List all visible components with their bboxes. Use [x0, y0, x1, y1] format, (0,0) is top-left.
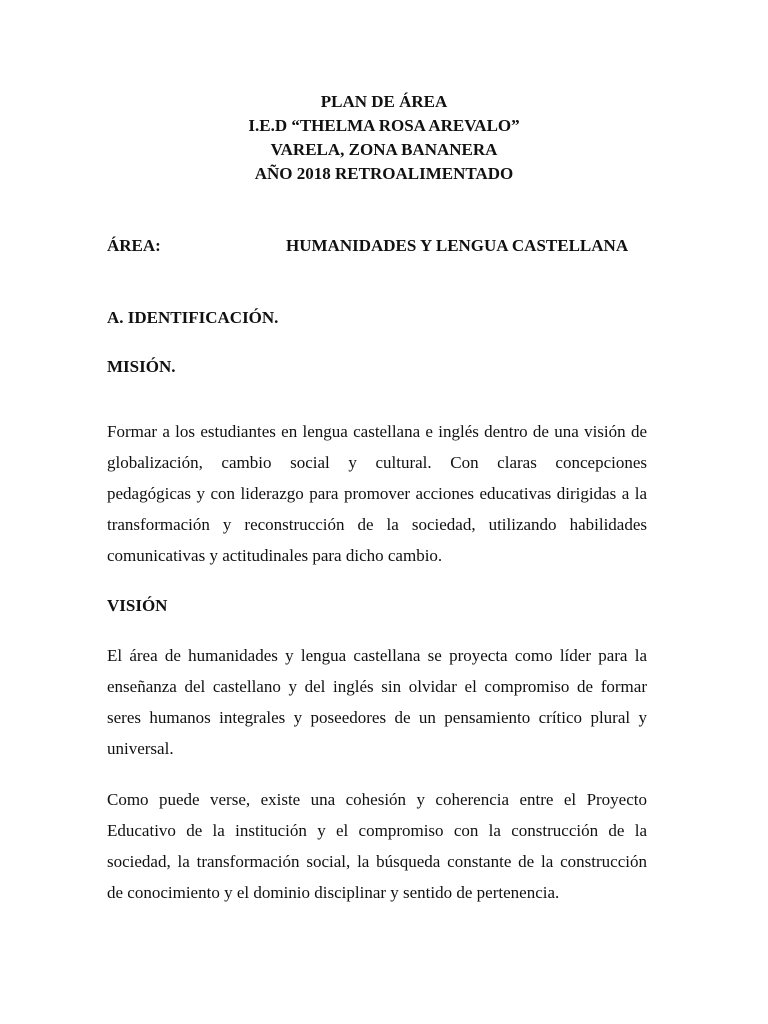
vision-heading: VISIÓN: [107, 596, 168, 615]
vision-line: universal.: [107, 739, 174, 758]
vision-line: El área de humanidades y lengua castellana se proyecta como líder para la: [107, 646, 647, 665]
cohesion-line: Como puede verse, existe una cohesión y coherencia entre el Proyecto: [107, 790, 647, 809]
area-value: HUMANIDADES Y LENGUA CASTELLANA: [286, 236, 629, 255]
header-title: PLAN DE ÁREA: [320, 92, 448, 111]
mision-line: comunicativas y actitudinales para dicho cambio.: [107, 546, 443, 565]
vision-line: seres humanos integrales y poseedores de un pensamiento crítico plural y: [107, 708, 647, 727]
mision-line: pedagógicas y con liderazgo para promover acciones educativas dirigidas a la: [107, 484, 647, 503]
area-label: ÁREA:: [107, 236, 161, 255]
vision-paragraph: [107, 640, 647, 764]
header-institution: I.E.D “THELMA ROSA AREVALO”: [248, 116, 520, 135]
mision-line: transformación y reconstrucción de la sociedad, utilizando habilidades: [107, 515, 647, 534]
header-location: VARELA, ZONA BANANERA: [270, 140, 498, 159]
vision-line: enseñanza del castellano y del inglés sin olvidar el compromiso de formar: [107, 677, 647, 696]
document-header: [0, 90, 768, 186]
mision-heading: MISIÓN.: [107, 357, 176, 376]
cohesion-line: sociedad, la transformación social, la búsqueda constante de la construcción: [107, 852, 647, 871]
header-year: AÑO 2018 RETROALIMENTADO: [254, 164, 514, 183]
mision-paragraph: [107, 416, 647, 571]
mision-line: globalización, cambio social y cultural. Con claras concepciones: [107, 453, 647, 472]
mision-line: Formar a los estudiantes en lengua castellana e inglés dentro de una visión de: [107, 422, 647, 441]
cohesion-line: Educativo de la institución y el compromiso con la construcción de la: [107, 821, 647, 840]
identificacion-heading: A. IDENTIFICACIÓN.: [107, 308, 279, 327]
cohesion-line: de conocimiento y el dominio disciplinar y sentido de pertenencia.: [107, 883, 560, 902]
cohesion-paragraph: [107, 784, 647, 908]
